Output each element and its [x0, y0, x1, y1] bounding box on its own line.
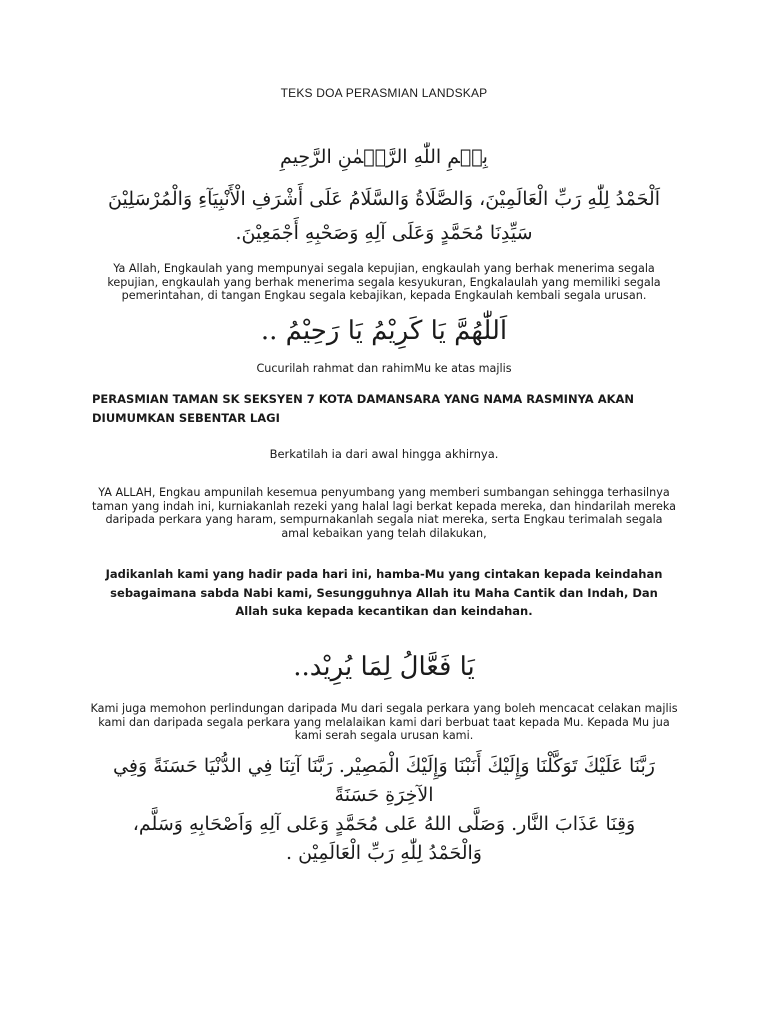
invocation-faal: يَا فَعَّالُ لِمَا يُرِيْد.. — [293, 652, 475, 682]
basmala-text: بِسۡمِ اللّٰهِ الرَّحۡمٰنِ الرَّحِيمِ — [280, 146, 488, 168]
line-berkatilah: Berkatilah ia dari awal hingga akhirnya. — [269, 447, 499, 461]
closing-arabic-line-1: رَبَّنَا عَلَيْكَ تَوَكَّلْنَا وَإِلَيْكَ أَنَبْنَا وَإِلَيْكَ الْمَصِيْر. رَبَّنَا آتِنَا فِي الدُّنْيَا حَسَنَةً وَفِي الآخِرَةِ حَسَنَةً — [113, 755, 655, 806]
paragraph-donors: YA ALLAH, Engkau ampunilah kesemua penyumbang yang memberi sumbangan sehingga terhasilnya taman yang indah ini, kurniakanlah rezeki yang halal lagi berkat kepada mereka, dan hindarilah mereka daripada perkara yang haram, sempurnakanlah segala niat mereka, serta Engkau terimalah segala amal kebaikan yang telah dilakukan, — [92, 486, 676, 540]
paragraph-protection: Kami juga memohon perlindungan daripada Mu dari segala perkara yang boleh mencacat celakan majlis kami dan daripada segala perkara yang melalaikan kami dari berbuat taat kepada Mu. Kepada Mu jua kami serah segala urusan kami. — [90, 702, 678, 742]
document-title: TEKS DOA PERASMIAN LANDSKAP — [280, 86, 488, 100]
opening-arabic-text: اَلْحَمْدُ لِلّٰهِ رَبِّ الْعَالَمِيْنَ، وَالصَّلَاةُ وَالسَّلَامُ عَلَى أَشْرَفِ الْأَنْبِيَآءِ وَالْمُرْسَلِيْنَ سَيِّدِنَا مُحَمَّدٍ وَعَلَى آلِهِ وَصَحْبِهِ أَجْمَعِيْنَ. — [108, 188, 660, 244]
closing-arabic-block — [92, 752, 676, 868]
paragraph-praise: Ya Allah, Engkaulah yang mempunyai segala kepujian, engkaulah yang berhak menerima segala kepujian, engkaulah yang berhak menerima segala kesyukuran, Engkalaulah yang memiliki segala pemerintahan, di tangan Engkau segala kebajikan, kepada Engkaulah kembali segala urusan. — [107, 262, 661, 302]
event-heading: PERASMIAN TAMAN SK SEKSYEN 7 KOTA DAMANSARA YANG NAMA RASMINYA AKAN DIUMUMKAN SEBENTAR LAGI — [92, 392, 635, 425]
line-rahmat: Cucurilah rahmat dan rahimMu ke atas majlis — [256, 362, 512, 375]
closing-arabic-line-3: وَالْحَمْدُ لِلّٰهِ رَبِّ الْعَالَمِيْن . — [286, 842, 482, 864]
paragraph-beauty: Jadikanlah kami yang hadir pada hari ini, hamba-Mu yang cintakan kepada keindahan sebagaimana sabda Nabi kami, Sesungguhnya Allah itu Maha Cantik dan Indah, Dan Allah suka kepada kecantikan dan keindahan. — [105, 567, 663, 618]
invocation-karim-rahim: اَللّٰهُمَّ يَا كَرِيْمُ يَا رَحِيْمُ .. — [260, 316, 508, 346]
closing-arabic-line-2: وَقِنَا عَذَابَ النَّار. وَصَلَّى اللهُ عَلى مُحَمَّدٍ وَعَلى آلِهِ وَاَصْحَابِهِ وَسَلَّم، — [132, 813, 636, 835]
